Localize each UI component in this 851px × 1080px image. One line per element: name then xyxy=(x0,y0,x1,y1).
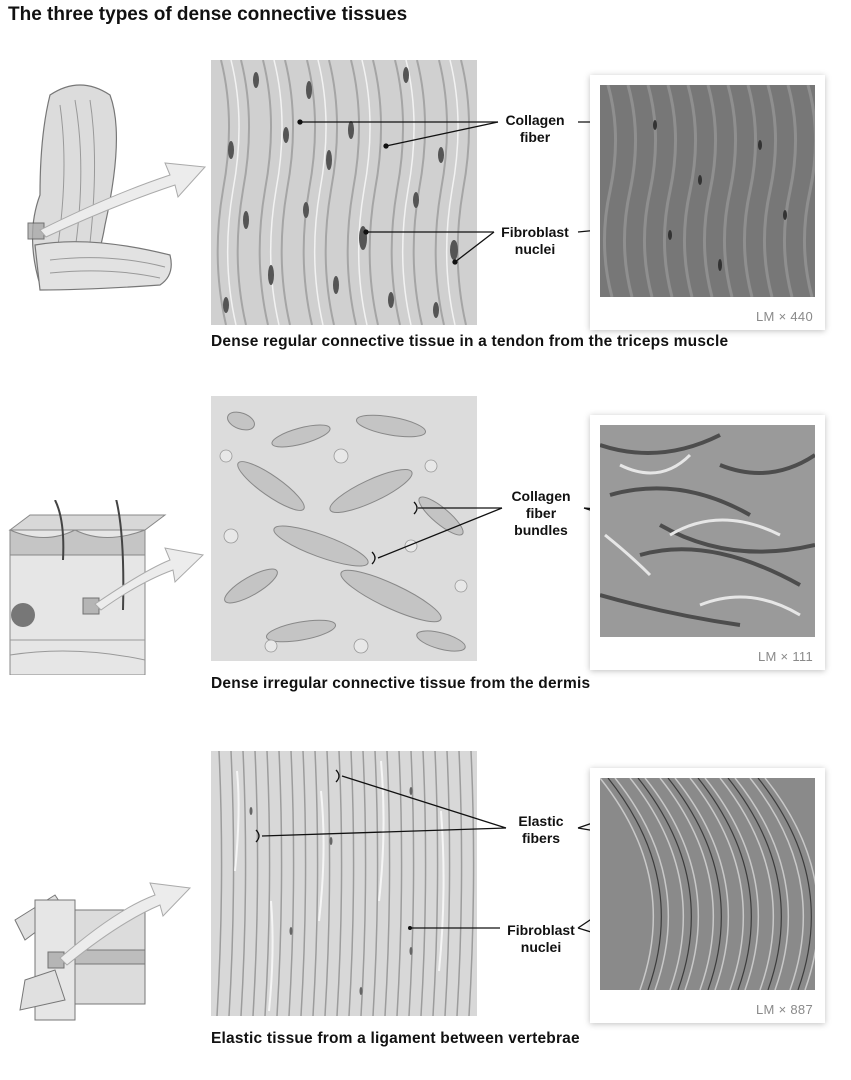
label-bundles-line1: Collagen xyxy=(511,488,571,504)
panel-dense-irregular xyxy=(0,360,851,700)
label-bundles-line3: bundles xyxy=(514,522,568,538)
micrograph-card-dermis xyxy=(590,415,825,670)
dense-irregular-illustration xyxy=(211,396,477,661)
label-fibroblast-nuclei-elastic-line2: nuclei xyxy=(520,939,562,955)
micrograph-card-ligament xyxy=(590,768,825,1023)
micrograph-tendon xyxy=(600,85,815,297)
label-elastic-fibers-line1: Elastic xyxy=(518,813,564,829)
caption-elastic: Elastic tissue from a ligament between vertebrae xyxy=(211,1030,580,1047)
label-fibroblast-nuclei xyxy=(490,224,580,258)
label-fibroblast-nuclei-elastic-line1: Fibroblast xyxy=(507,922,575,938)
label-elastic-fibers xyxy=(496,813,586,847)
label-collagen-fiber-line2: fiber xyxy=(519,129,551,145)
caption-dense-irregular: Dense irregular connective tissue from the dermis xyxy=(211,675,591,692)
vertebrae-illustration xyxy=(5,850,205,1030)
magnification-dermis: LM × 111 xyxy=(757,649,813,664)
label-collagen-fiber-line1: Collagen xyxy=(505,112,565,128)
label-collagen-fiber xyxy=(490,112,580,146)
panel-dense-regular xyxy=(0,0,851,360)
micrograph-ligament xyxy=(600,778,815,990)
dense-regular-illustration xyxy=(211,60,477,325)
caption-dense-regular: Dense regular connective tissue in a tendon from the triceps muscle xyxy=(211,333,729,350)
magnification-tendon: LM × 440 xyxy=(756,309,813,324)
elastic-tissue-illustration xyxy=(211,751,477,1016)
triceps-arm-illustration xyxy=(10,75,210,305)
panel-elastic xyxy=(0,700,851,1080)
micrograph-dermis xyxy=(600,425,815,637)
magnification-ligament: LM × 887 xyxy=(756,1002,813,1017)
label-bundles-line2: fiber xyxy=(525,505,557,521)
skin-dermis-illustration xyxy=(5,500,205,675)
label-fibroblast-nuclei-line2: nuclei xyxy=(514,241,556,257)
label-elastic-fibers-line2: fibers xyxy=(521,830,561,846)
micrograph-card-tendon xyxy=(590,75,825,330)
figure-title: The three types of dense connective tissues xyxy=(8,4,408,25)
label-fibroblast-nuclei-line1: Fibroblast xyxy=(501,224,569,240)
label-fibroblast-nuclei-elastic xyxy=(496,922,586,956)
label-collagen-fiber-bundles xyxy=(496,488,586,539)
